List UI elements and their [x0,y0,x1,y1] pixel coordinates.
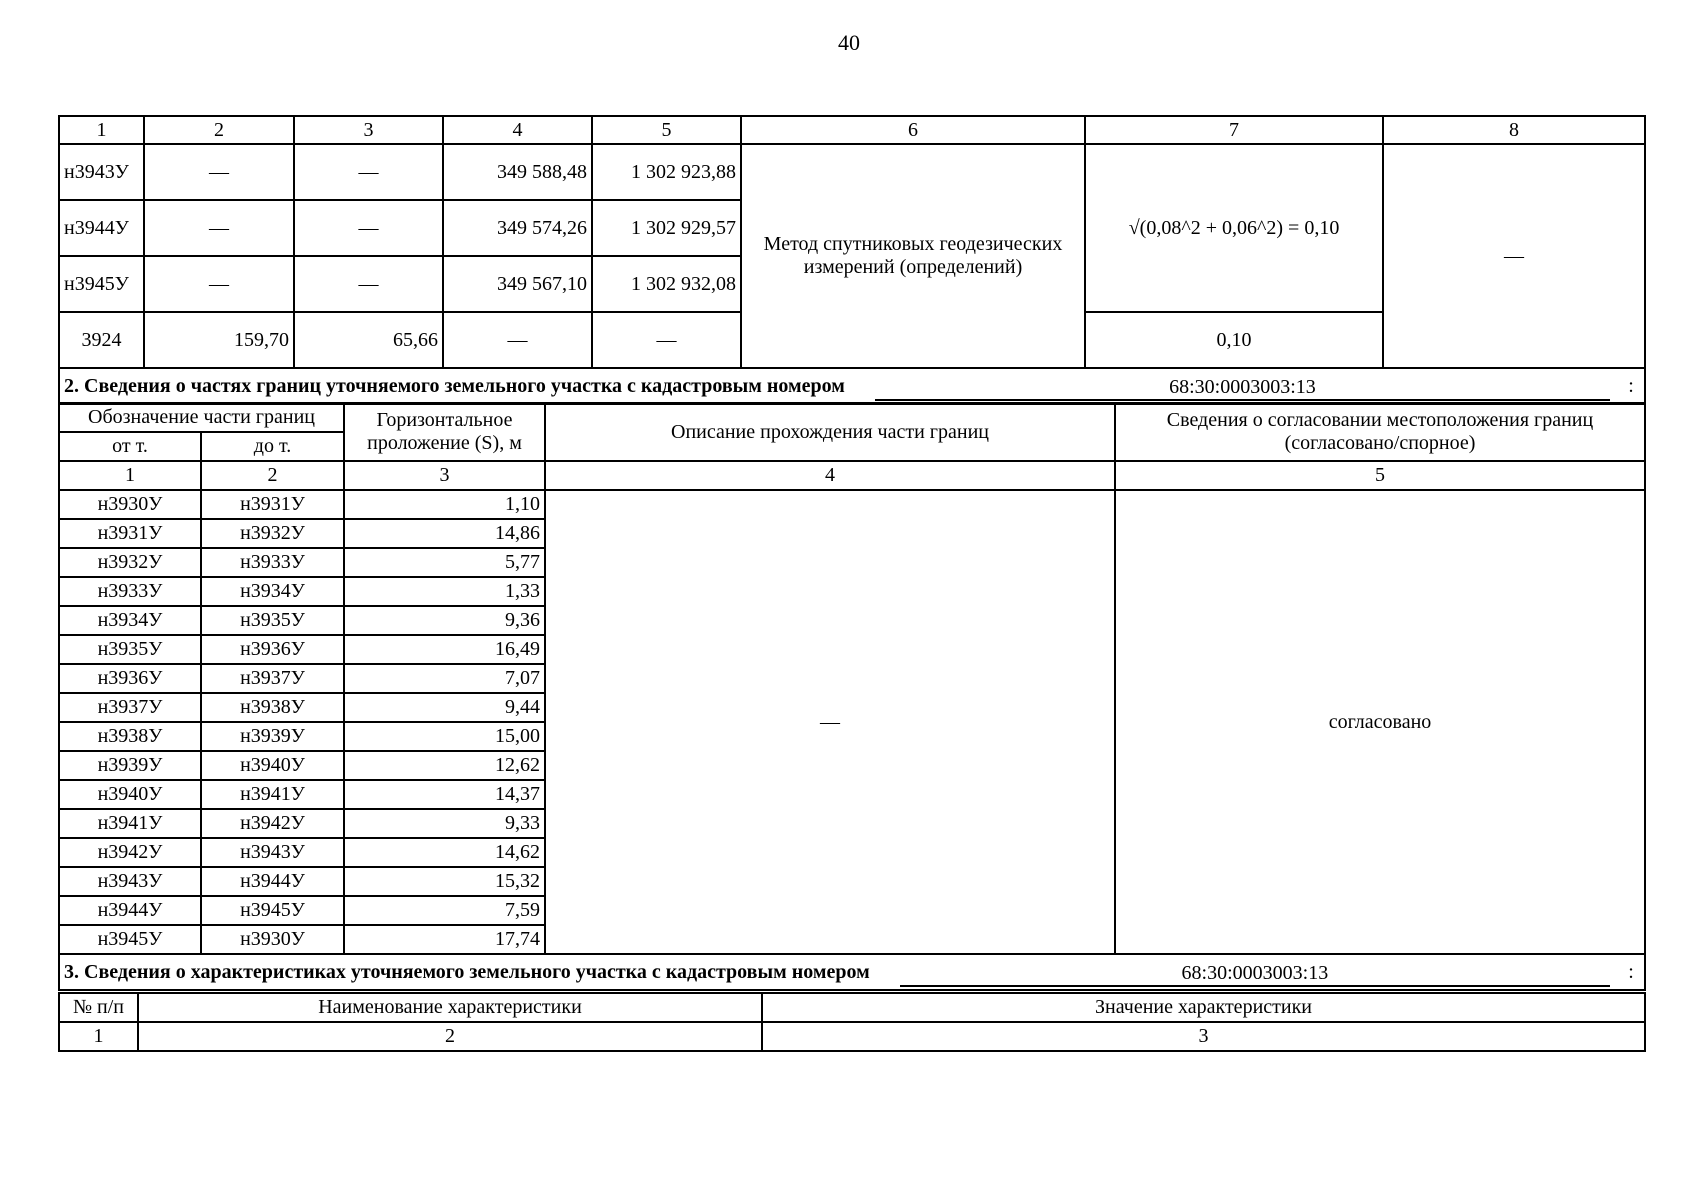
col-number: 1 [59,461,201,490]
section-2-row [59,368,1645,404]
to-point: н3945У [201,896,344,925]
to-point: н3943У [201,838,344,867]
header-cell: 8 [1383,116,1645,144]
length: 1,10 [344,490,545,519]
to-point: н3932У [201,519,344,548]
header-cell: 1 [59,116,144,144]
header-designation: Обозначение части границ [59,403,344,432]
length: 16,49 [344,635,545,664]
to-point: н3940У [201,751,344,780]
col-number: 2 [138,1022,762,1051]
to-point: н3935У [201,606,344,635]
from-point: н3932У [59,548,201,577]
col8-value: — [1383,144,1645,368]
from-point: н3934У [59,606,201,635]
col-number: 3 [344,461,545,490]
length: 14,37 [344,780,545,809]
characteristics-header-row [59,993,1645,1022]
section-3-colon: : [1628,960,1634,983]
section-2-cell [59,368,1645,404]
section-3-row [59,954,1645,990]
section-3-title: 3. Сведения о характеристиках уточняемого земельного участка с кадастровым номером [64,960,870,983]
coord-y: 1 302 923,88 [592,144,741,200]
to-point: н3942У [201,809,344,838]
header-to: до т. [201,432,344,461]
precision-formula: √(0,08^2 + 0,06^2) = 0,10 [1085,144,1383,312]
section-2-title: 2. Сведения о частях границ уточняемого земельного участка с кадастровым номером [64,374,845,397]
from-point: н3942У [59,838,201,867]
to-point: н3937У [201,664,344,693]
cell: — [144,256,294,312]
col-number: 5 [1115,461,1645,490]
coord-x: 349 567,10 [443,256,592,312]
agreement-value: согласовано [1115,490,1645,954]
cell: 159,70 [144,312,294,368]
coord-y: 1 302 929,57 [592,200,741,256]
col-number: 1 [59,1022,138,1051]
to-point: н3941У [201,780,344,809]
header-description: Описание прохождения части границ [545,403,1115,461]
from-point: н3939У [59,751,201,780]
to-point: н3931У [201,490,344,519]
header-num: № п/п [59,993,138,1022]
from-point: н3936У [59,664,201,693]
length: 15,32 [344,867,545,896]
length: 9,36 [344,606,545,635]
characteristics-col-numbers [59,1022,1645,1051]
header-cell: 3 [294,116,443,144]
boundary-parts-table [58,402,1646,991]
length: 14,86 [344,519,545,548]
cell: 65,66 [294,312,443,368]
points-header-row [59,116,1645,144]
length: 7,59 [344,896,545,925]
cell: — [144,144,294,200]
header-from: от т. [59,432,201,461]
coord-x: 349 574,26 [443,200,592,256]
characteristics-table [58,992,1646,1052]
from-point: н3940У [59,780,201,809]
precision-value: 0,10 [1085,312,1383,368]
length: 9,33 [344,809,545,838]
coord-x: — [443,312,592,368]
header-name: Наименование характеристики [138,993,762,1022]
section-2-cadastral-number: 68:30:0003003:13 [875,371,1610,401]
section-3-cell [59,954,1645,990]
to-point: н3939У [201,722,344,751]
length: 12,62 [344,751,545,780]
from-point: н3943У [59,867,201,896]
to-point: н3933У [201,548,344,577]
cell: — [294,256,443,312]
header-value: Значение характеристики [762,993,1645,1022]
coord-y: — [592,312,741,368]
page-number: 40 [838,30,860,55]
description-value: — [545,490,1115,954]
col-number: 2 [201,461,344,490]
length: 14,62 [344,838,545,867]
from-point: н3933У [59,577,201,606]
from-point: н3945У [59,925,201,954]
col-number: 4 [545,461,1115,490]
header-cell: 6 [741,116,1085,144]
length: 9,44 [344,693,545,722]
table-row [59,144,1645,200]
from-point: н3937У [59,693,201,722]
point-id: 3924 [59,312,144,368]
to-point: н3936У [201,635,344,664]
point-id: н3944У [59,200,144,256]
from-point: н3941У [59,809,201,838]
length: 15,00 [344,722,545,751]
header-cell: 2 [144,116,294,144]
from-point: н3944У [59,896,201,925]
to-point: н3944У [201,867,344,896]
points-table [58,115,1646,405]
to-point: н3938У [201,693,344,722]
coord-x: 349 588,48 [443,144,592,200]
from-point: н3935У [59,635,201,664]
cell: — [144,200,294,256]
length: 17,74 [344,925,545,954]
cell: — [294,200,443,256]
from-point: н3931У [59,519,201,548]
header-agreement: Сведения о согласовании местоположения границ (согласовано/спорное) [1115,403,1645,461]
point-id: н3945У [59,256,144,312]
col-number: 3 [762,1022,1645,1051]
coord-y: 1 302 932,08 [592,256,741,312]
cell: — [294,144,443,200]
boundary-header-row-1 [59,403,1645,432]
header-length: Горизонтальное проложение (S), м [344,403,545,461]
header-cell: 5 [592,116,741,144]
section-2-colon: : [1628,374,1634,397]
point-id: н3943У [59,144,144,200]
from-point: н3930У [59,490,201,519]
length: 7,07 [344,664,545,693]
header-cell: 4 [443,116,592,144]
from-point: н3938У [59,722,201,751]
method-cell: Метод спутниковых геодезических измерений (определений) [741,144,1085,368]
to-point: н3934У [201,577,344,606]
to-point: н3930У [201,925,344,954]
section-3-cadastral-number: 68:30:0003003:13 [900,957,1610,987]
length: 1,33 [344,577,545,606]
length: 5,77 [344,548,545,577]
boundary-col-numbers [59,461,1645,490]
header-cell: 7 [1085,116,1383,144]
table-row [59,490,1645,519]
